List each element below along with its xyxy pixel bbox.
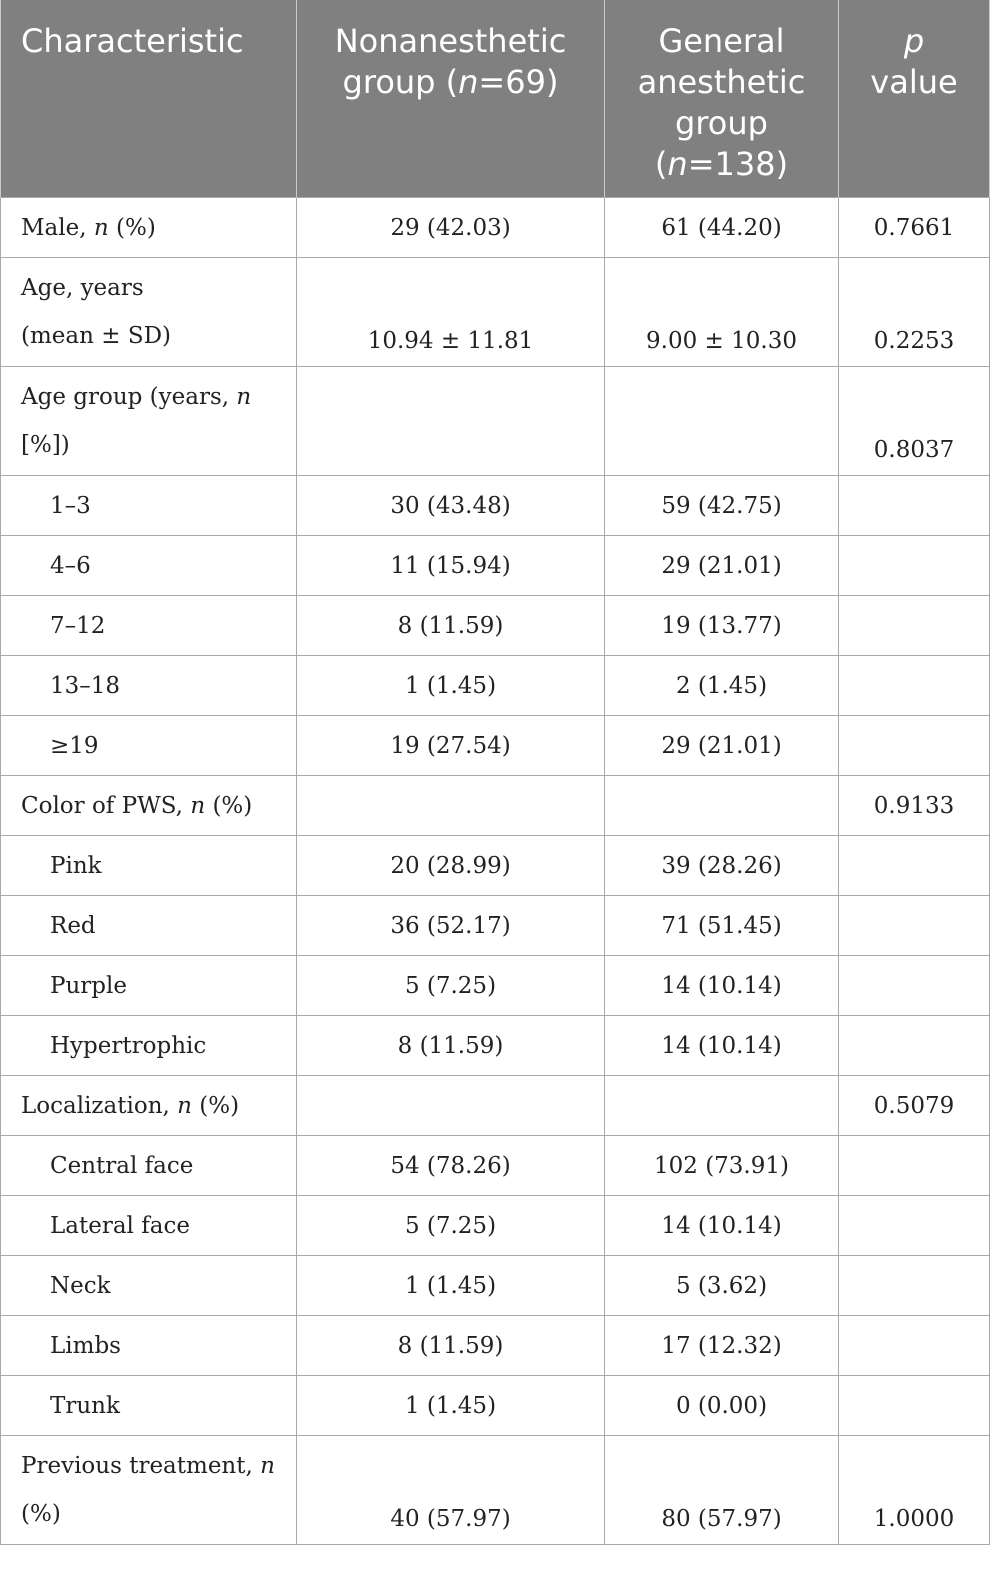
table-row [1, 716, 990, 776]
cell-nonanesthetic: 11 (15.94) [297, 536, 605, 596]
row-label: Purple [1, 956, 297, 1016]
cell-general: 5 (3.62) [605, 1256, 839, 1316]
header-characteristic: Characteristic [1, 0, 297, 198]
label-text: Previous treatment, [21, 1453, 261, 1479]
table-row [1, 956, 990, 1016]
cell-general [605, 1076, 839, 1136]
cell-p-value [839, 956, 990, 1016]
row-label [1, 776, 297, 836]
cell-p-value [839, 536, 990, 596]
table-row [1, 1316, 990, 1376]
cell-nonanesthetic: 1 (1.45) [297, 656, 605, 716]
table-row [1, 536, 990, 596]
label-n: n [93, 214, 109, 241]
header-row [1, 0, 990, 198]
cell-general: 14 (10.14) [605, 956, 839, 1016]
table-row [1, 258, 990, 367]
cell-general: 71 (51.45) [605, 896, 839, 956]
cell-nonanesthetic: 5 (7.25) [297, 956, 605, 1016]
cell-nonanesthetic: 20 (28.99) [297, 836, 605, 896]
row-label [1, 198, 297, 258]
cell-nonanesthetic: 40 (57.97) [297, 1436, 605, 1545]
label-text: (%) [108, 214, 156, 241]
header-nonanesthetic-count: =69) [478, 63, 559, 101]
header-value: value [870, 63, 958, 101]
cell-nonanesthetic: 54 (78.26) [297, 1136, 605, 1196]
header-nonanesthetic-text: Nonanesthetic group ( [334, 22, 567, 101]
cell-p-value: 0.2253 [839, 258, 990, 367]
cell-p-value: 0.8037 [839, 367, 990, 476]
table-row [1, 1196, 990, 1256]
cell-general: 14 (10.14) [605, 1016, 839, 1076]
table-row [1, 1016, 990, 1076]
row-label [1, 258, 297, 367]
header-nonanesthetic-n: n [458, 63, 479, 101]
table-row [1, 596, 990, 656]
cell-p-value [839, 896, 990, 956]
table-row [1, 1136, 990, 1196]
row-label [1, 1436, 297, 1545]
label-n: n [236, 384, 252, 410]
row-label [1, 367, 297, 476]
row-label: Hypertrophic [1, 1016, 297, 1076]
cell-general: 61 (44.20) [605, 198, 839, 258]
header-p-value [839, 0, 990, 198]
header-general-n: n [667, 145, 688, 183]
table-row [1, 896, 990, 956]
row-label: Neck [1, 1256, 297, 1316]
cell-general: 9.00 ± 10.30 [605, 258, 839, 367]
header-general [605, 0, 839, 198]
cell-nonanesthetic: 1 (1.45) [297, 1256, 605, 1316]
label-text: (%) [191, 1092, 240, 1119]
cell-p-value [839, 1196, 990, 1256]
table-row [1, 1436, 990, 1545]
cell-general: 19 (13.77) [605, 596, 839, 656]
row-label: Red [1, 896, 297, 956]
cell-general [605, 367, 839, 476]
cell-p-value [839, 1256, 990, 1316]
row-label: Limbs [1, 1316, 297, 1376]
table-row [1, 836, 990, 896]
row-label: ≥19 [1, 716, 297, 776]
row-label: Lateral face [1, 1196, 297, 1256]
cell-general: 59 (42.75) [605, 476, 839, 536]
label-text: (mean ± SD) [21, 323, 171, 349]
row-label: 1–3 [1, 476, 297, 536]
cell-p-value [839, 1136, 990, 1196]
label-text: (%) [205, 792, 253, 819]
label-n: n [260, 1453, 275, 1479]
cell-p-value [839, 716, 990, 776]
row-label: Trunk [1, 1376, 297, 1436]
cell-p-value [839, 476, 990, 536]
row-label: Pink [1, 836, 297, 896]
table-row [1, 656, 990, 716]
label-text: (%) [21, 1501, 61, 1527]
row-label: Central face [1, 1136, 297, 1196]
cell-general [605, 776, 839, 836]
cell-p-value [839, 656, 990, 716]
table-row [1, 367, 990, 476]
label-text: Male, [21, 214, 94, 241]
cell-p-value [839, 1316, 990, 1376]
cell-nonanesthetic: 5 (7.25) [297, 1196, 605, 1256]
table-row [1, 198, 990, 258]
cell-nonanesthetic: 8 (11.59) [297, 1016, 605, 1076]
table-row [1, 776, 990, 836]
cell-nonanesthetic [297, 1076, 605, 1136]
cell-nonanesthetic: 29 (42.03) [297, 198, 605, 258]
cell-general: 14 (10.14) [605, 1196, 839, 1256]
table-row [1, 1376, 990, 1436]
cell-p-value: 0.7661 [839, 198, 990, 258]
cell-general: 29 (21.01) [605, 536, 839, 596]
label-text: Age group (years, [21, 384, 237, 410]
row-label: 13–18 [1, 656, 297, 716]
label-n: n [190, 792, 206, 819]
cell-nonanesthetic: 8 (11.59) [297, 596, 605, 656]
cell-general: 80 (57.97) [605, 1436, 839, 1545]
cell-general: 17 (12.32) [605, 1316, 839, 1376]
cell-p-value: 1.0000 [839, 1436, 990, 1545]
header-nonanesthetic [297, 0, 605, 198]
cell-nonanesthetic: 10.94 ± 11.81 [297, 258, 605, 367]
cell-p-value [839, 836, 990, 896]
cell-general: 39 (28.26) [605, 836, 839, 896]
label-text: [%]) [21, 432, 70, 458]
table-row [1, 1076, 990, 1136]
table-row [1, 476, 990, 536]
cell-nonanesthetic [297, 367, 605, 476]
header-p: p [903, 22, 925, 60]
cell-general: 29 (21.01) [605, 716, 839, 776]
cell-nonanesthetic: 19 (27.54) [297, 716, 605, 776]
label-n: n [177, 1092, 192, 1119]
cell-general: 102 (73.91) [605, 1136, 839, 1196]
header-general-text: General anesthetic group ( [637, 22, 806, 183]
label-text: Color of PWS, [21, 792, 191, 819]
cell-p-value: 0.9133 [839, 776, 990, 836]
cell-general: 2 (1.45) [605, 656, 839, 716]
row-label: 7–12 [1, 596, 297, 656]
cell-nonanesthetic: 36 (52.17) [297, 896, 605, 956]
cell-p-value: 0.5079 [839, 1076, 990, 1136]
cell-nonanesthetic: 1 (1.45) [297, 1376, 605, 1436]
cell-p-value [839, 1376, 990, 1436]
cell-nonanesthetic: 30 (43.48) [297, 476, 605, 536]
row-label [1, 1076, 297, 1136]
cell-p-value [839, 1016, 990, 1076]
label-text: Localization, [21, 1092, 178, 1119]
table-row [1, 1256, 990, 1316]
label-text: Age, years [21, 275, 144, 301]
cell-p-value [839, 596, 990, 656]
cell-nonanesthetic: 8 (11.59) [297, 1316, 605, 1376]
row-label: 4–6 [1, 536, 297, 596]
cell-general: 0 (0.00) [605, 1376, 839, 1436]
cell-nonanesthetic [297, 776, 605, 836]
header-general-count: =138) [687, 145, 789, 183]
